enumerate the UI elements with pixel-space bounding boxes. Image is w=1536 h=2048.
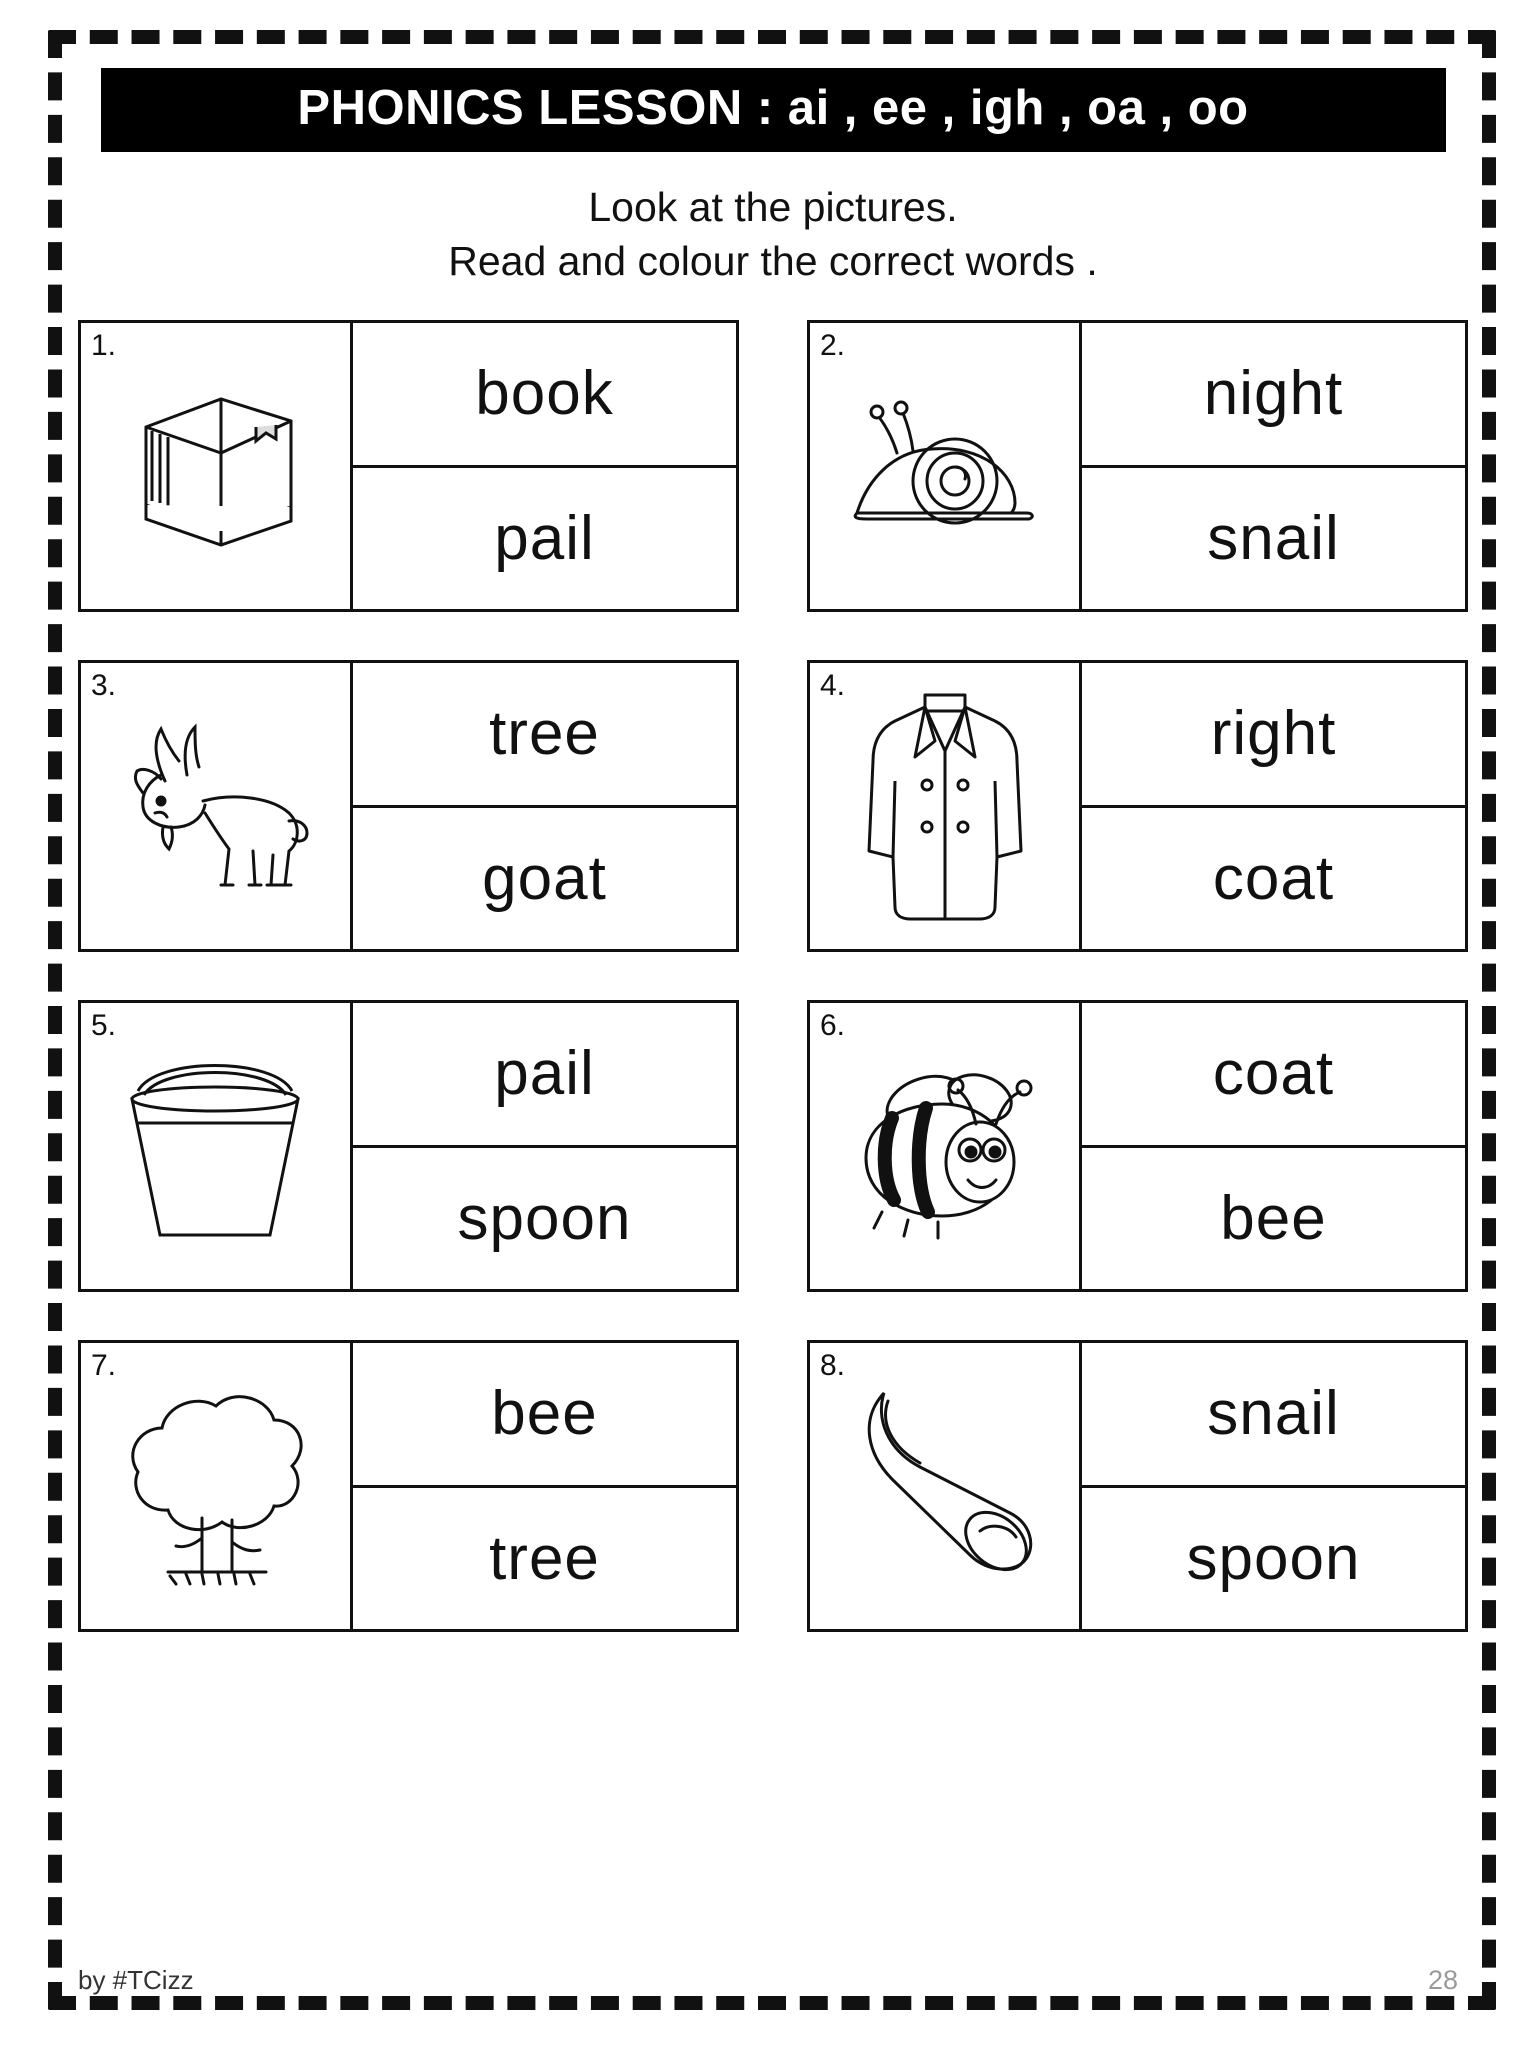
tree-icon <box>98 1376 333 1596</box>
word-option[interactable]: snail <box>1082 1343 1465 1488</box>
picture-cell <box>81 663 353 949</box>
spoon-icon <box>840 1371 1050 1601</box>
item-number: 2. <box>820 329 846 362</box>
word-option[interactable]: spoon <box>457 1183 632 1253</box>
item-number: 4. <box>820 669 846 702</box>
word-option[interactable]: night <box>1082 323 1465 468</box>
question-item <box>78 1340 739 1632</box>
snail-icon <box>837 381 1052 551</box>
question-item <box>807 660 1468 952</box>
coat-icon <box>855 681 1035 931</box>
page-number: 28 <box>1427 1965 1458 1995</box>
book-icon <box>116 379 316 554</box>
word-option[interactable]: spoon <box>1186 1523 1361 1593</box>
word-choices <box>353 1003 736 1289</box>
word-option[interactable]: bee <box>353 1343 736 1488</box>
picture-cell <box>810 323 1082 609</box>
question-item <box>78 320 739 612</box>
page-title-text: PHONICS LESSON : ai , ee , igh , oa , oo <box>297 81 1249 135</box>
word-choices <box>353 323 736 609</box>
word-option[interactable]: tree <box>353 663 736 808</box>
question-item <box>807 320 1468 612</box>
item-number: 3. <box>91 669 117 702</box>
picture-cell <box>810 1343 1082 1629</box>
word-option[interactable]: coat <box>1212 843 1335 913</box>
goat-icon <box>103 709 328 904</box>
picture-cell <box>81 323 353 609</box>
question-item <box>807 1340 1468 1632</box>
word-option[interactable]: coat <box>1082 1003 1465 1148</box>
question-grid <box>78 320 1468 1632</box>
picture-cell <box>81 1343 353 1629</box>
picture-cell <box>810 663 1082 949</box>
word-choices <box>353 663 736 949</box>
picture-cell <box>810 1003 1082 1289</box>
credit-label: by #TCizz <box>78 1965 194 1995</box>
worksheet-content <box>78 68 1468 1978</box>
word-option[interactable]: tree <box>489 1523 600 1593</box>
word-option[interactable]: goat <box>482 843 607 913</box>
item-number: 6. <box>820 1009 846 1042</box>
word-option[interactable]: bee <box>1220 1183 1327 1253</box>
item-number: 1. <box>91 329 117 362</box>
word-choices <box>1082 1003 1465 1289</box>
question-item <box>78 1000 739 1292</box>
word-option[interactable]: book <box>353 323 736 468</box>
bee-icon <box>830 1046 1060 1246</box>
word-option[interactable]: pail <box>494 503 595 573</box>
item-number: 5. <box>91 1009 117 1042</box>
page-footer <box>78 1965 1458 1996</box>
page-title <box>101 68 1446 152</box>
word-choices <box>1082 323 1465 609</box>
word-option[interactable]: snail <box>1207 503 1340 573</box>
word-choices <box>1082 1343 1465 1629</box>
instruction-line-2: Read and colour the correct words . <box>448 238 1098 284</box>
pail-icon <box>108 1039 323 1254</box>
question-item <box>78 660 739 952</box>
word-option[interactable]: pail <box>353 1003 736 1148</box>
word-choices <box>1082 663 1465 949</box>
instruction-line-1: Look at the pictures. <box>588 184 958 230</box>
item-number: 8. <box>820 1349 846 1382</box>
instructions <box>78 180 1468 288</box>
word-choices <box>353 1343 736 1629</box>
question-item <box>807 1000 1468 1292</box>
picture-cell <box>81 1003 353 1289</box>
word-option[interactable]: right <box>1082 663 1465 808</box>
item-number: 7. <box>91 1349 117 1382</box>
